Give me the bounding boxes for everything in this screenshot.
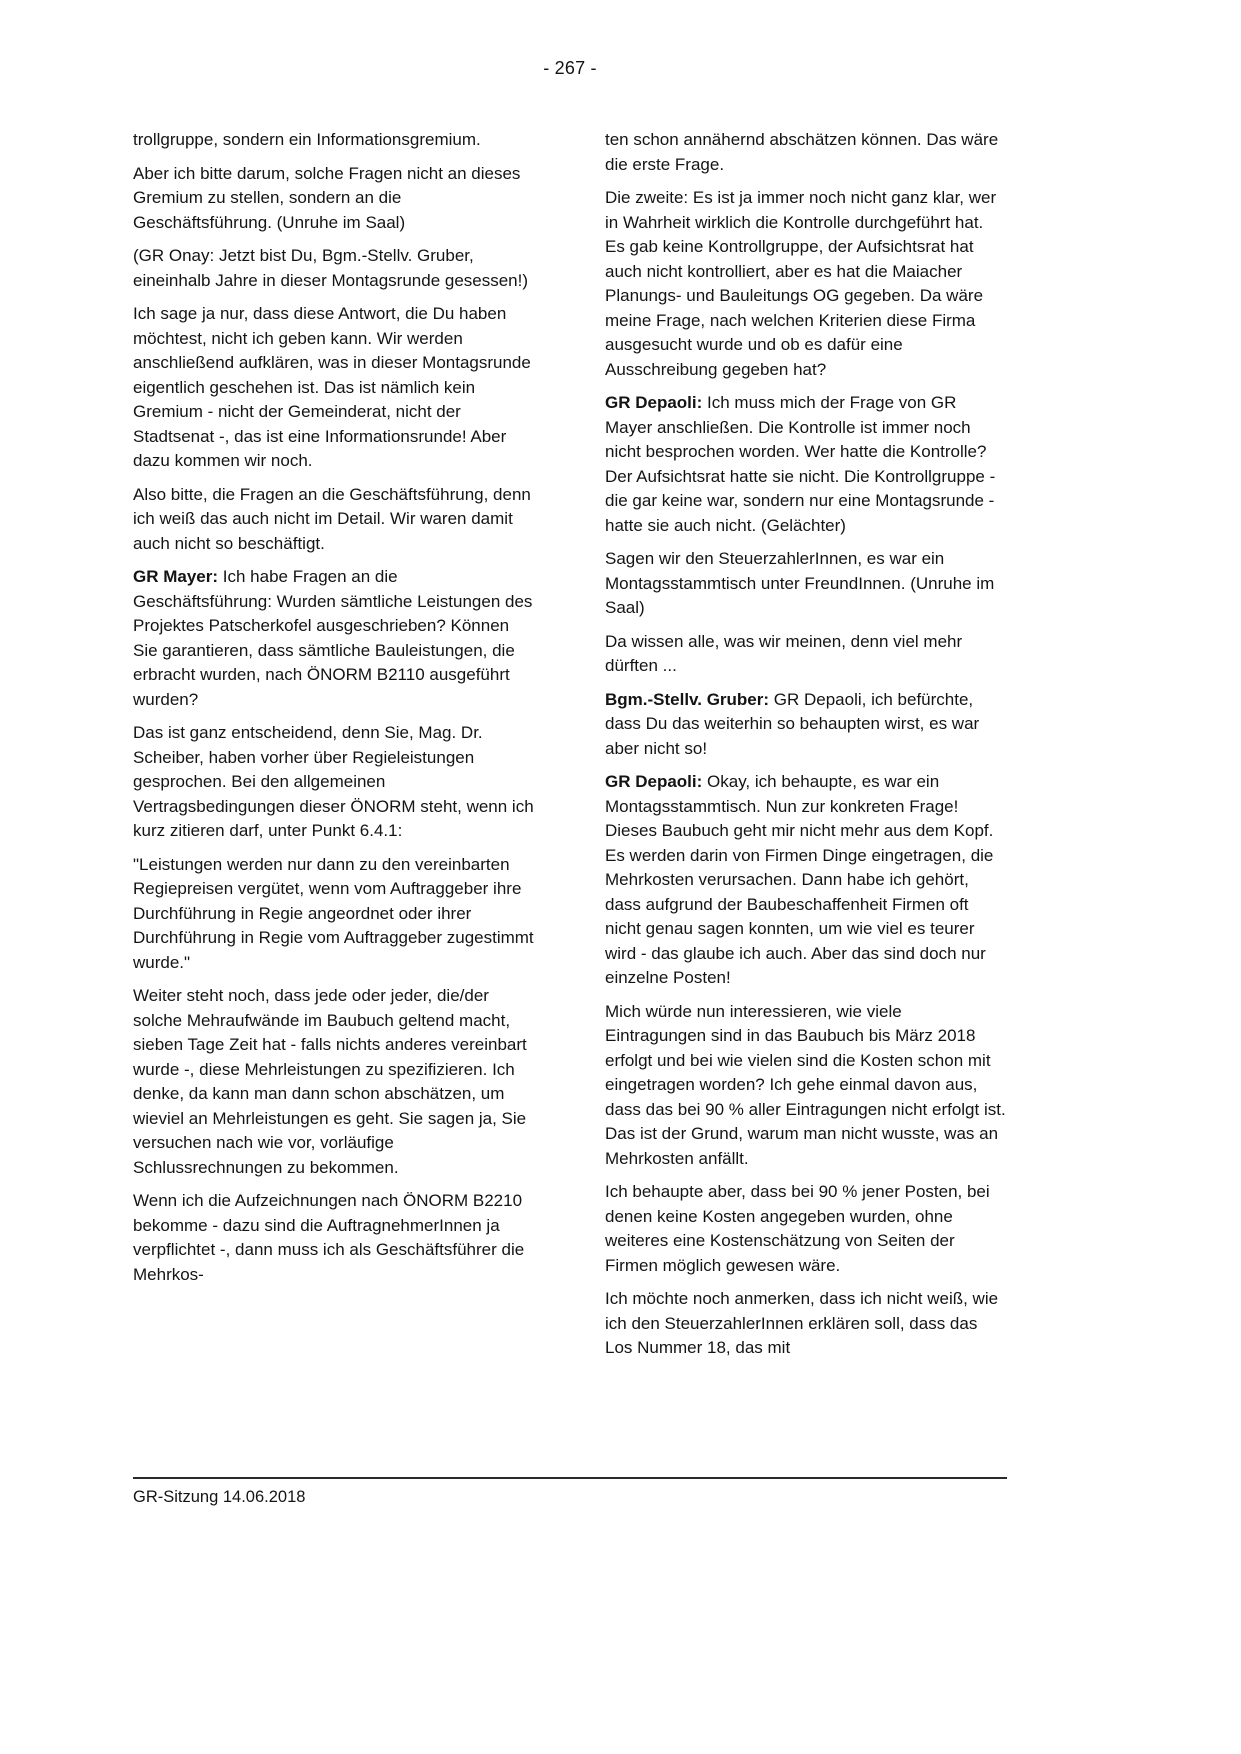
paragraph — [605, 391, 1007, 538]
paragraph — [605, 1180, 1007, 1278]
page-number: - 267 - — [543, 58, 597, 78]
speaker-name: Bgm.-Stellv. Gruber: — [605, 689, 770, 709]
paragraph-text: Mich würde nun interessieren, wie viele Eintragungen sind in das Baubuch bis März 2018 erfolgt und bei wie vielen sind die Kosten schon mit eingetragen worden? Ich gehe einmal davon aus, dass das bei 90 % aller Eintragungen nicht erfolgt ist. Das ist der Grund, warum man nicht wusste, was an Mehrkosten anfällt. — [605, 1001, 1006, 1168]
paragraph-text: "Leistungen werden nur dann zu den vereinbarten Regiepreisen vergütet, wenn vom Auftraggeber ihre Durchführung in Regie angeordnet oder ihrer Durchführung in Regie vom Auftraggeber zugestimmt wurde." — [133, 854, 534, 972]
paragraph — [133, 162, 535, 236]
paragraph-text: trollgruppe, sondern ein Informationsgremium. — [133, 130, 481, 149]
paragraph-text: Ich muss mich der Frage von GR Mayer anschließen. Die Kontrolle ist immer noch nicht besprochen worden. Wer hatte die Kontrolle? Der Aufsichtsrat hatte sie nicht. Die Kontrollgruppe - die gar keine war, sondern nur eine Montagsrunde - hatte sie auch nicht. (Gelächter) — [605, 393, 996, 535]
paragraph — [133, 853, 535, 976]
paragraph-text: Wenn ich die Aufzeichnungen nach ÖNORM B2210 bekomme - dazu sind die AuftragnehmerInnen ja verpflichtet -, dann muss ich als Geschäftsführer die Mehrkos- — [133, 1191, 525, 1284]
paragraph — [605, 128, 1007, 177]
paragraph — [605, 547, 1007, 621]
paragraph — [133, 984, 535, 1180]
paragraph-text: Aber ich bitte darum, solche Fragen nicht an dieses Gremium zu stellen, sondern an die Geschäftsführung. (Unruhe im Saal) — [133, 163, 521, 232]
paragraph-text: Die zweite: Es ist ja immer noch nicht ganz klar, wer in Wahrheit wirklich die Kontrolle durchgeführt hat. Es gab keine Kontrollgruppe, der Aufsichtsrat hat auch nicht kontrolliert, aber es hat die Maiacher Planungs- und Bauleitungs OG gegeben. Da wäre meine Frage, nach welchen Kriterien diese Firma ausgesucht wurde und ob es dafür eine Ausschreibung gegeben hat? — [605, 188, 997, 379]
paragraph — [605, 186, 1007, 382]
paragraph-text: Weiter steht noch, dass jede oder jeder, die/der solche Mehraufwände im Baubuch geltend macht, sieben Tage Zeit hat - falls nichts anderes vereinbart wurde -, diese Mehrleistungen zu spezifizieren. Ich denke, da kann man dann schon abschätzen, um wieviel an Mehrleistungen es geht. Sie sagen ja, Sie versuchen nach wie vor, vorläufige Schlussrechnungen zu bekommen. — [133, 986, 527, 1177]
paragraph-text: Sagen wir den SteuerzahlerInnen, es war ein Montagsstammtisch unter FreundInnen. (Unruhe im Saal) — [605, 549, 995, 617]
left-column — [133, 128, 535, 1296]
paragraph-text: Ich möchte noch anmerken, dass ich nicht weiß, wie ich den SteuerzahlerInnen erklären soll, dass das Los Nummer 18, das mit — [605, 1289, 999, 1357]
paragraph-text: Also bitte, die Fragen an die Geschäftsführung, denn ich weiß das auch nicht im Detail. Wir waren damit auch nicht so beschäftigt. — [133, 484, 531, 553]
paragraph — [133, 565, 535, 712]
paragraph — [133, 128, 535, 153]
paragraph — [133, 1189, 535, 1287]
paragraph-text: (GR Onay: Jetzt bist Du, Bgm.-Stellv. Gruber, eineinhalb Jahre in dieser Montagsrunde gesessen!) — [133, 246, 529, 290]
paragraph — [133, 483, 535, 557]
paragraph-text: GR Depaoli, ich befürchte, dass Du das weiterhin so behaupten wirst, es war aber nicht so! — [605, 689, 980, 758]
speaker-name: GR Mayer: — [133, 567, 219, 586]
paragraph — [605, 1000, 1007, 1172]
paragraph-text: ten schon annähernd abschätzen können. Das wäre die erste Frage. — [605, 130, 999, 174]
page-content — [133, 128, 1007, 1370]
paragraph — [133, 302, 535, 474]
paragraph — [605, 630, 1007, 679]
paragraph-text: Ich habe Fragen an die Geschäftsführung: Wurden sämtliche Leistungen des Projektes Patscherkofel ausgeschrieben? Können Sie garantieren, dass sämtliche Bauleistungen, die erbracht wurden, nach ÖNORM B2110 ausgeführt wurden? — [133, 567, 533, 709]
paragraph — [605, 1287, 1007, 1361]
paragraph-text: Da wissen alle, was wir meinen, denn viel mehr dürften ... — [605, 631, 963, 675]
paragraph-text: Okay, ich behaupte, es war ein Montagsstammtisch. Nun zur konkreten Frage! Dieses Baubuch geht mir nicht mehr aus dem Kopf. Es werden darin von Firmen Dinge eingetragen, die Mehrkosten verursachen. Dann habe ich gehört, dass aufgrund der Baubeschaffenheit Firmen oft nicht genau sagen konnten, um wie viel es teurer wird - das glaube ich auch. Aber das sind doch nur einzelne Posten! — [605, 772, 994, 987]
paragraph-text: Ich sage ja nur, dass diese Antwort, die Du haben möchtest, nicht ich geben kann. Wir werden anschließend aufklären, was in dieser Montagsrunde eigentlich geschehen ist. Das ist nämlich kein Gremium - nicht der Gemeinderat, nicht der Stadtsenat -, das ist eine Informationsrunde! Aber dazu kommen wir noch. — [133, 304, 531, 470]
footer-divider — [133, 1477, 1007, 1479]
paragraph — [133, 721, 535, 844]
paragraph — [133, 244, 535, 293]
paragraph-text: Ich behaupte aber, dass bei 90 % jener Posten, bei denen keine Kosten angegeben wurden, ohne weiteres eine Kostenschätzung von Seiten der Firmen möglich gewesen wäre. — [605, 1182, 990, 1275]
right-column — [605, 128, 1007, 1370]
speaker-name: GR Depaoli: — [605, 772, 703, 791]
paragraph — [605, 770, 1007, 991]
paragraph-text: Das ist ganz entscheidend, denn Sie, Mag. Dr. Scheiber, haben vorher über Regieleistungen gesprochen. Bei den allgemeinen Vertragsbedingungen dieser ÖNORM steht, wenn ich kurz zitieren darf, unter Punkt 6.4.1: — [133, 723, 534, 840]
speaker-name: GR Depaoli: — [605, 393, 703, 412]
footer-text: GR-Sitzung 14.06.2018 — [133, 1488, 306, 1506]
paragraph — [605, 688, 1007, 762]
